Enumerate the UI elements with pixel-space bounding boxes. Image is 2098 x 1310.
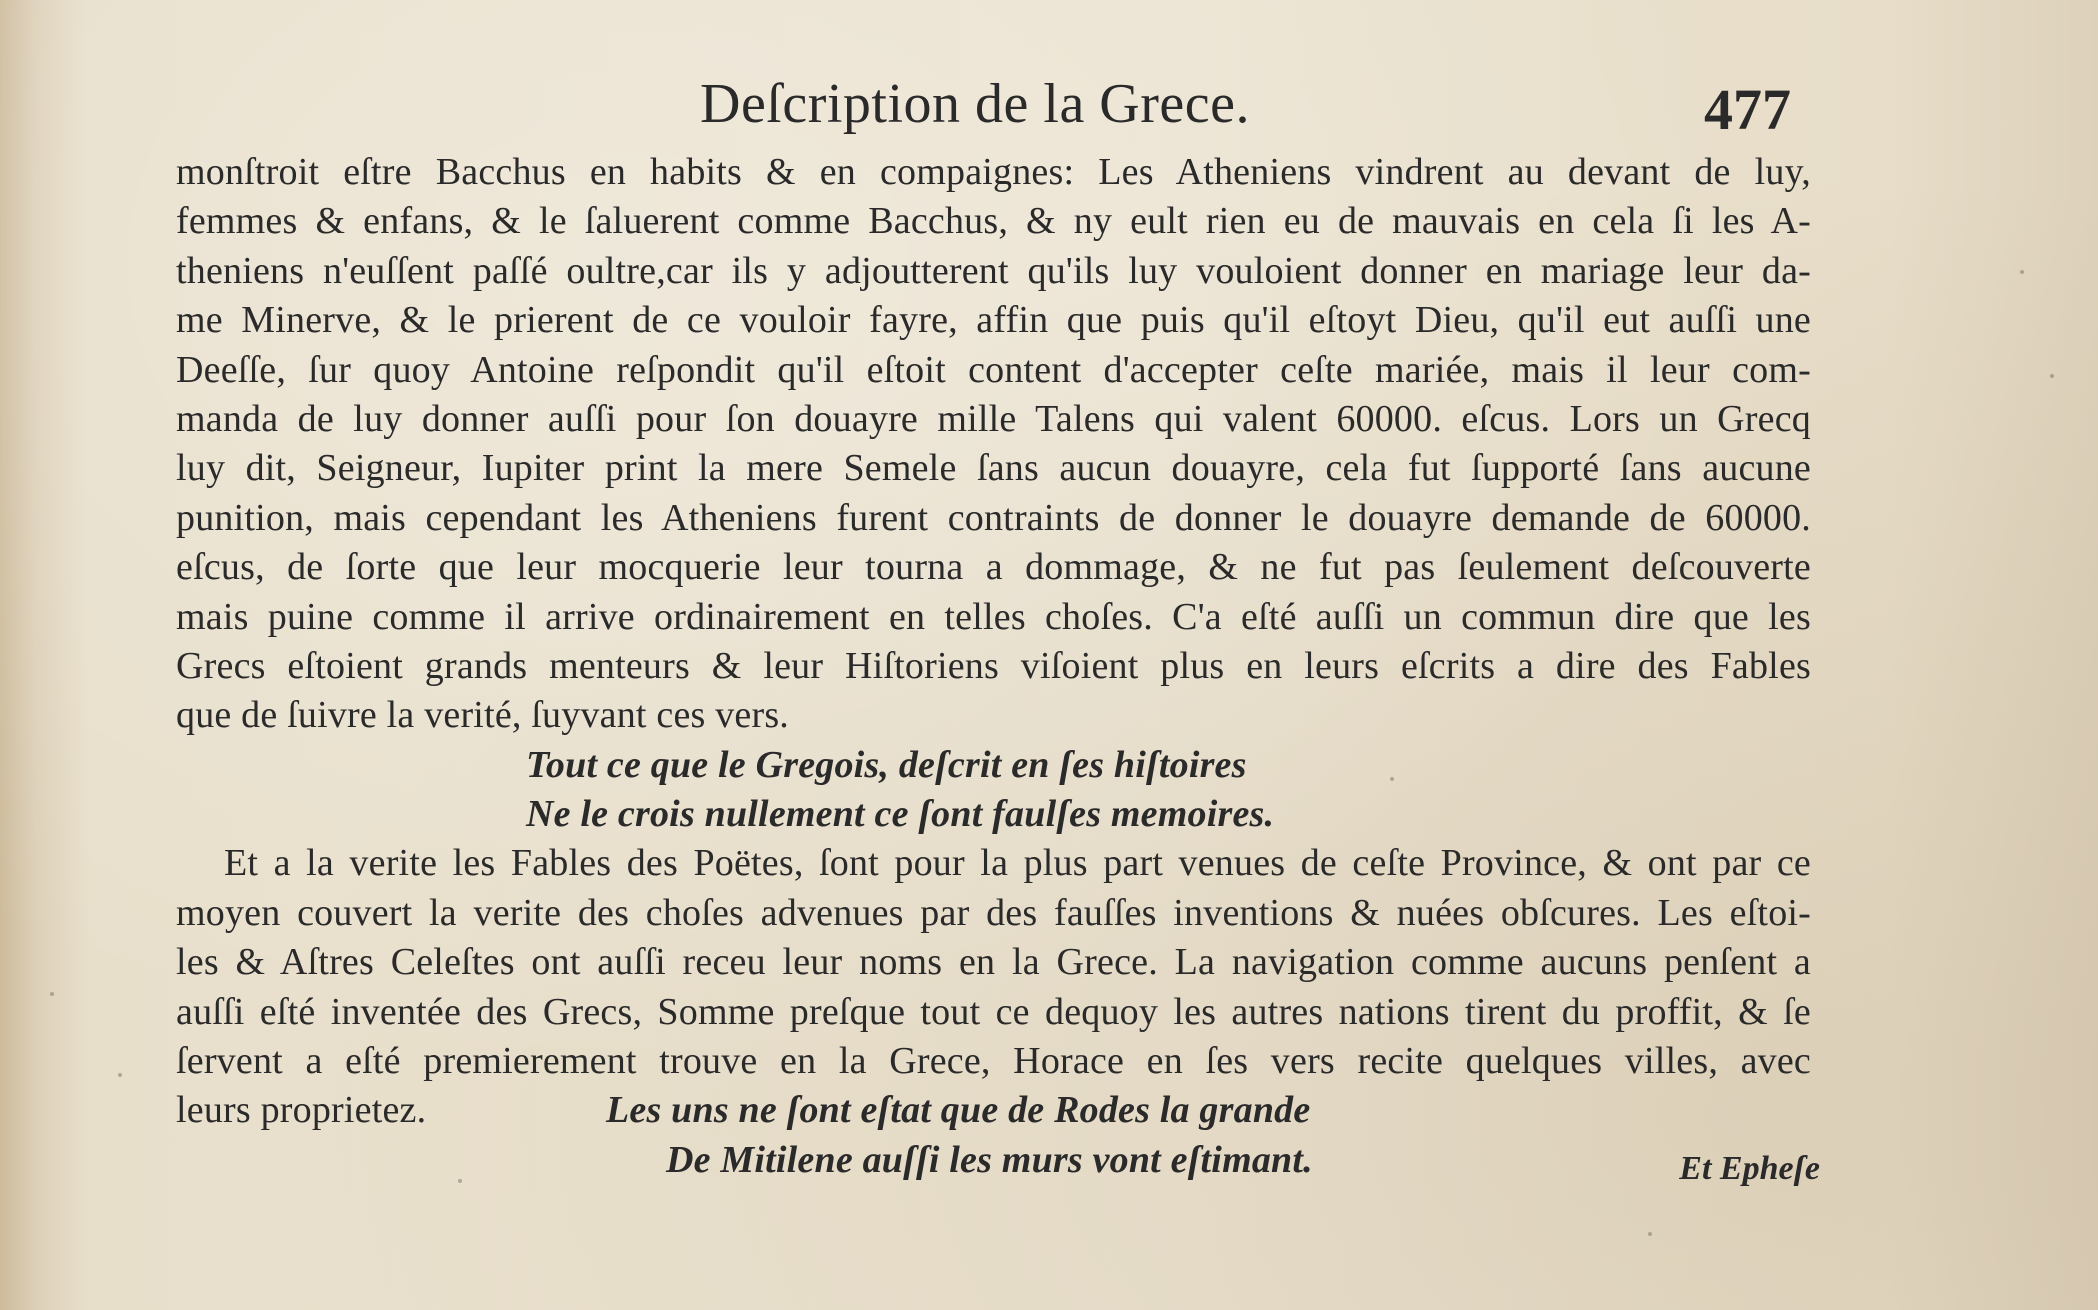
text-line [176, 988, 1811, 1037]
text-line-content: Et a la verite les Fables des Poëtes, ſont pour la plus part venues de ceſte Province, & ont par ce [224, 842, 1811, 885]
text-line-with-verse [176, 1086, 1811, 1135]
text-line-content: Grecs eſtoient grands menteurs & leur Hiſtoriens viſoient plus en leurs eſcrits a dire des Fables [176, 644, 1811, 687]
paper-speck [1390, 777, 1394, 781]
text-line [176, 543, 1811, 592]
paper-speck [458, 1179, 462, 1183]
main-text [176, 148, 1811, 1185]
text-line-content: moyen couvert la verite des choſes advenues par des fauſſes inventions & nuées obſcures. Les eſtoi- [176, 891, 1811, 934]
text-line [176, 889, 1811, 938]
text-line-content: punition, mais cependant les Atheniens furent contraints de donner le douayre demande de 60000. [176, 496, 1811, 539]
catchword: Et Epheſe [1679, 1150, 1820, 1187]
text-line [176, 593, 1811, 642]
text-line-content: les & Aſtres Celeſtes ont auſſi receu leur noms en la Grece. La navigation comme aucuns penſent a [176, 941, 1811, 984]
text-line-content: mais puine comme il arrive ordinairement en telles choſes. C'a eſté auſſi un commun dire que les [176, 595, 1811, 638]
page-number: 477 [1704, 77, 1791, 142]
paper-speck [2020, 270, 2024, 274]
text-line-content: me Minerve, & le prierent de ce vouloir fayre, affin que puis qu'il eſtoyt Dieu, qu'il eut auſſi une [176, 299, 1811, 342]
text-line [176, 197, 1811, 246]
text-line-content: leurs proprietez. [176, 1089, 427, 1132]
text-line [176, 938, 1811, 987]
text-line [176, 395, 1811, 444]
text-line-content: ſervent a eſté premierement trouve en la Grece, Horace en ſes vers recite quelques villes, avec [176, 1040, 1811, 1083]
page-header [0, 64, 2098, 156]
verse-line: Ne le crois nullement ce ſont faulſes memoires. [526, 793, 1275, 836]
paper-speck [50, 992, 54, 996]
text-line [176, 839, 1811, 888]
text-line [176, 444, 1811, 493]
text-line [176, 296, 1811, 345]
text-line-content: Deeſſe, ſur quoy Antoine reſpondit qu'il eſtoit content d'accepter ceſte mariée, mais il leur com- [176, 348, 1811, 391]
text-line-content: femmes & enfans, & le ſaluerent comme Bacchus, & ny eult rien eu de mauvais en cela ſi les A- [176, 200, 1811, 243]
text-line [176, 642, 1811, 691]
text-line-content: eſcus, de ſorte que leur mocquerie leur tourna a dommage, & ne fut pas ſeulement deſcouverte [176, 546, 1811, 589]
verse-line: Tout ce que le Gregois, deſcrit en ſes hiſtoires [526, 743, 1247, 786]
verse-line: Les uns ne ſont eſtat que de Rodes la grande [606, 1089, 1311, 1132]
paper-speck [2050, 374, 2054, 378]
text-line [176, 494, 1811, 543]
text-line [176, 691, 1811, 740]
running-head: Deſcription de la Grece. [700, 73, 1250, 135]
text-line [176, 346, 1811, 395]
text-line-content: que de ſuivre la verité, ſuyvant ces vers. [176, 694, 790, 737]
paper-speck [118, 1073, 122, 1077]
verse-line: De Mitilene auſſi les murs vont eſtimant. [666, 1138, 1313, 1181]
text-line-content: manda de luy donner auſſi pour ſon douayre mille Talens qui valent 60000. eſcus. Lors un Grecq [176, 397, 1811, 440]
text-line [176, 148, 1811, 197]
text-line-content: monſtroit eſtre Bacchus en habits & en compaignes: Les Atheniens vindrent au devant de luy, [176, 151, 1811, 193]
text-line [176, 1037, 1811, 1086]
text-line [176, 247, 1811, 296]
text-line-content: luy dit, Seigneur, Iupiter print la mere Semele ſans aucun douayre, cela fut ſupporté ſans aucune [176, 447, 1811, 490]
paper-speck [1648, 1232, 1652, 1236]
text-line-content: auſſi eſté inventée des Grecs, Somme preſque tout ce dequoy les autres nations tirent du proffit, & ſe [176, 990, 1811, 1033]
text-line-content: theniens n'euſſent paſſé oultre,car ils y adjoutterent qu'ils luy vouloient donner en mariage leur da- [176, 249, 1811, 292]
